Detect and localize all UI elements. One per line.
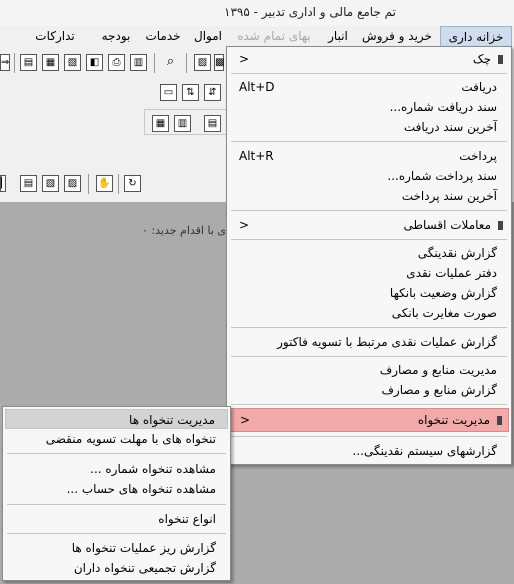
document-icon[interactable]: ▥ (130, 54, 147, 71)
submenu-item-view-by-number[interactable] (5, 459, 228, 479)
forward-icon[interactable]: ⇒ (0, 54, 10, 71)
petty-cash-submenu (2, 406, 231, 581)
submenu-item-detail-report[interactable] (5, 538, 228, 558)
menu-item-last-receipt-doc[interactable] (229, 117, 509, 137)
menu-separator (231, 239, 507, 240)
menu-item-label: گزارش ریز عملیات تنخواه ها (71, 541, 216, 555)
menu-item-label: گزارش نقدینگی (417, 246, 497, 260)
menu-item-label: گزارش وضعیت بانکها (389, 286, 497, 300)
window-title: تم جامع مالی و اداری تدبیر - ۱۳۹۵ (224, 5, 396, 19)
menu-item-label: صورت مغایرت بانکی (391, 306, 497, 320)
menu-item-petty-cash-management[interactable] (229, 408, 509, 432)
menu-separator (231, 141, 507, 142)
submenu-item-petty-cash-types[interactable] (5, 509, 228, 529)
toolbar-separator (118, 174, 119, 194)
submenu-arrow-icon: > (239, 52, 250, 66)
grid-icon[interactable]: ▦ (152, 115, 169, 132)
menu-item-label: گزارش تجمیعی تنخواه داران (73, 561, 216, 575)
menu-item-installment-transactions[interactable] (229, 215, 509, 235)
menu-item-label: سند دریافت شماره... (389, 100, 497, 114)
menu-budget[interactable]: بودجه (101, 29, 131, 43)
submenu-item-summary-report[interactable] (5, 558, 228, 578)
clipboard-icon[interactable]: ▤ (20, 175, 37, 192)
menu-cost-price[interactable]: بهای تمام شده (237, 29, 311, 43)
menu-separator (231, 327, 507, 328)
print-preview-icon[interactable]: ▦ (42, 54, 59, 71)
menu-item-label: آخرین سند پرداخت (401, 189, 497, 203)
bullet-icon (498, 55, 503, 64)
menu-item-label: سند پرداخت شماره... (387, 169, 497, 183)
submenu-arrow-icon: > (240, 413, 251, 427)
submenu-item-manage-petty-cash[interactable] (5, 409, 228, 429)
menu-separator (7, 533, 226, 534)
menu-warehouse[interactable]: انبار (328, 29, 348, 43)
menu-bar (0, 26, 514, 48)
submenu-arrow-icon: > (239, 218, 250, 232)
menu-item-invoice-settlement-report[interactable] (229, 332, 509, 352)
menu-item-liquidity-report[interactable] (229, 243, 509, 263)
menu-item-label: گزارش عملیات نقدی مرتبط با تسویه فاکتور (277, 335, 497, 349)
menu-separator (7, 504, 226, 505)
stack-icon[interactable]: ▨ (64, 175, 81, 192)
menu-item-label: آخرین سند دریافت (403, 120, 497, 134)
menu-item-label: انواع تنخواه (158, 512, 216, 526)
menu-services[interactable]: خدمات (145, 29, 181, 43)
menu-item-receipt[interactable] (229, 77, 509, 97)
menu-item-last-payment-doc[interactable] (229, 186, 509, 206)
refresh-icon[interactable]: ↻ (124, 175, 141, 192)
transfer-icon[interactable]: ⇅ (182, 84, 199, 101)
menu-item-label: گزارش منابع و مصارف (381, 383, 497, 397)
menu-item-label: چک (472, 52, 491, 66)
monitor-icon[interactable]: ▭ (160, 84, 177, 101)
search-icon[interactable]: ⌕ (166, 54, 175, 69)
menu-item-payment-doc-number[interactable] (229, 166, 509, 186)
title-bar (0, 0, 514, 27)
toolbar-separator (14, 53, 15, 73)
menu-item-sources-uses-management[interactable] (229, 360, 509, 380)
toolbar-separator (186, 53, 187, 73)
calendar-icon[interactable]: ▩ (214, 54, 224, 71)
menu-item-label: مدیریت منابع و مصارف (379, 363, 497, 377)
menu-item-label: گزارشهای سیستم نقدینگی... (352, 444, 497, 458)
shortcut-label: Alt+R (239, 149, 274, 163)
bullet-icon (497, 416, 502, 425)
menu-item-label: پرداخت (459, 149, 497, 163)
menu-treasury[interactable]: خزانه داری (440, 26, 512, 47)
submenu-item-view-by-account[interactable] (5, 479, 228, 499)
export-icon[interactable]: ◧ (86, 54, 103, 71)
menu-item-label: مشاهده تنخواه شماره ... (90, 462, 216, 476)
columns-icon[interactable]: ▥ (174, 115, 191, 132)
menu-separator (231, 210, 507, 211)
menu-item-bank-status-report[interactable] (229, 283, 509, 303)
menu-separator (231, 73, 507, 74)
menu-item-sources-uses-report[interactable] (229, 380, 509, 400)
shortcut-label: Alt+D (239, 80, 275, 94)
menu-item-label: دریافت (461, 80, 497, 94)
files-icon[interactable]: ▧ (42, 175, 59, 192)
toolbar-separator (154, 53, 155, 73)
menu-item-receipt-doc-number[interactable] (229, 97, 509, 117)
menu-item-check[interactable] (229, 49, 509, 69)
copy-icon[interactable]: ▧ (64, 54, 81, 71)
menu-separator (231, 356, 507, 357)
partial-icon[interactable]: ▏ (0, 175, 6, 192)
menu-item-cash-book[interactable] (229, 263, 509, 283)
menu-item-label: دفتر عملیات نقدی (406, 266, 497, 280)
submenu-item-expired-settlement[interactable] (5, 429, 228, 449)
exchange-icon[interactable]: ⇵ (204, 84, 221, 101)
menu-item-payment[interactable] (229, 146, 509, 166)
report-icon[interactable]: ▨ (194, 54, 211, 71)
menu-purchase-sales[interactable]: خرید و فروش (362, 29, 432, 43)
calculator-icon[interactable]: ▤ (204, 115, 221, 132)
print-icon[interactable]: ⎙ (108, 54, 125, 71)
menu-item-label: مدیریت تنخواه ها (129, 413, 215, 427)
menu-separator (7, 453, 226, 454)
menu-separator (231, 436, 507, 437)
bullet-icon (498, 221, 503, 230)
menu-item-liquidity-system-reports[interactable] (229, 441, 509, 461)
toolbar-separator (88, 174, 89, 194)
menu-item-label: معاملات اقساطی (403, 218, 491, 232)
treasury-menu (226, 46, 512, 465)
save-icon[interactable]: ▤ (20, 54, 37, 71)
menu-procurement[interactable]: تدارکات (35, 29, 75, 43)
menu-item-label: تنخواه های با مهلت تسویه منقضی (45, 432, 216, 446)
handshake-icon[interactable]: ✋ (96, 175, 113, 192)
menu-item-label: مدیریت تنخواه (417, 413, 490, 427)
menu-separator (231, 404, 507, 405)
menu-item-label: مشاهده تنخواه های حساب ... (66, 482, 216, 496)
menu-item-bank-reconciliation[interactable] (229, 303, 509, 323)
pending-actions-label: ی با اقدام جدید: ۰ (142, 224, 227, 237)
menu-assets[interactable]: اموال (193, 29, 222, 43)
